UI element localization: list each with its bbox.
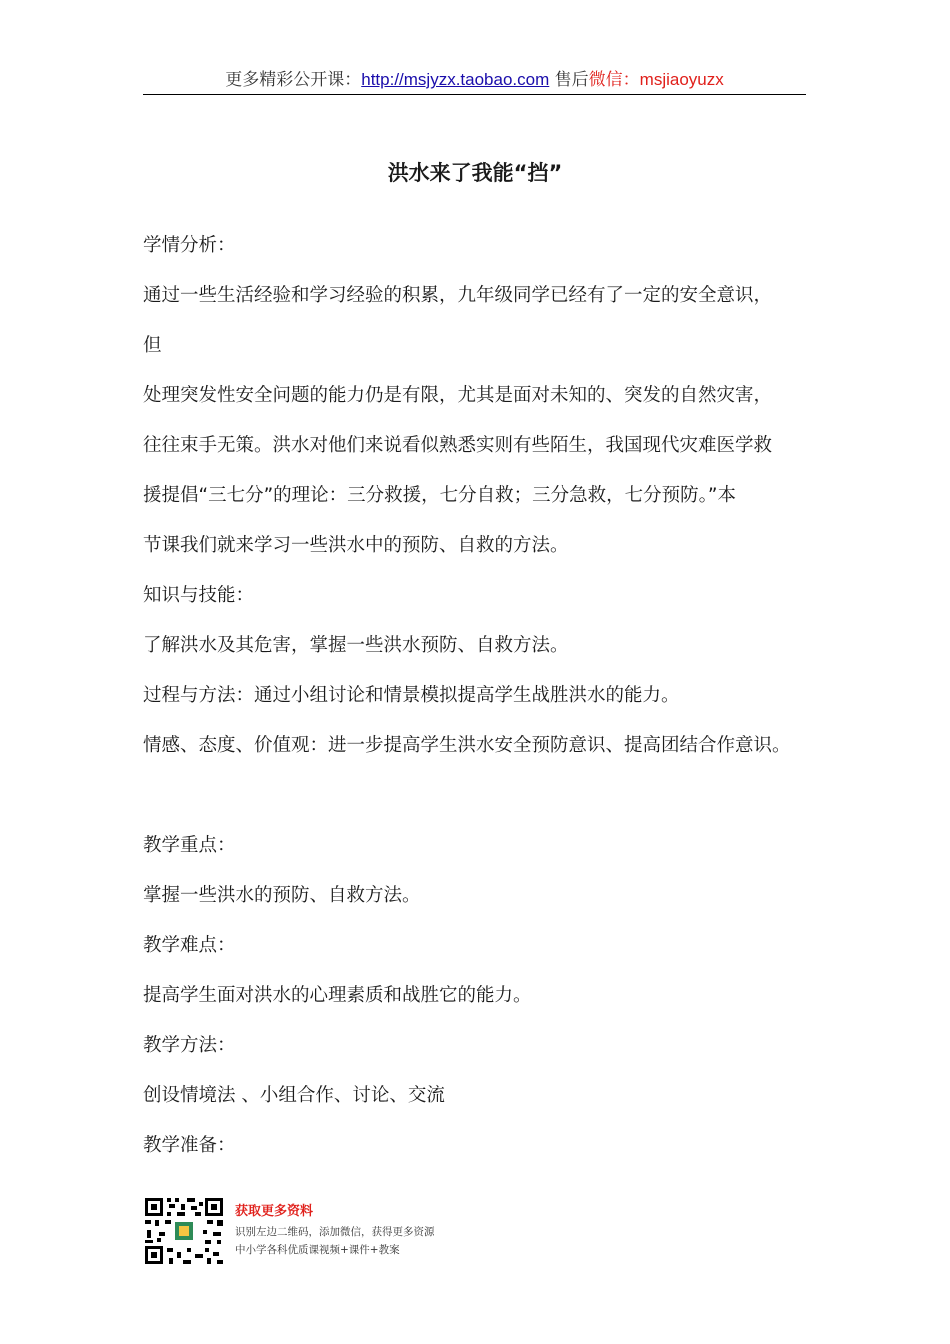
text-line: 过程与方法：通过小组讨论和情景模拟提高学生战胜洪水的能力。 bbox=[143, 685, 680, 706]
page-title: 洪水来了我能“挡” bbox=[387, 161, 563, 185]
header-link[interactable]: http://msjyzx.taobao.com bbox=[361, 70, 550, 89]
document-body bbox=[143, 228, 833, 1178]
text-line: 教学准备： bbox=[143, 1135, 236, 1156]
header-wechat-id: msjiaoyuzx bbox=[639, 70, 724, 89]
text-line: 教学重点： bbox=[143, 835, 236, 856]
text-line: 但 bbox=[143, 335, 162, 356]
text-line: 处理突发性安全问题的能力仍是有限，尤其是面对未知的、突发的自然灾害， bbox=[143, 385, 773, 406]
qr-code-icon[interactable] bbox=[143, 1196, 225, 1266]
text-line: 节课我们就来学习一些洪水中的预防、自救的方法。 bbox=[143, 535, 569, 556]
text-line: 知识与技能： bbox=[143, 585, 255, 606]
footer-title: 获取更多资料 bbox=[235, 1204, 314, 1219]
header-prefix: 更多精彩公开课： bbox=[225, 70, 362, 90]
text-line: 情感、态度、价值观：进一步提高学生洪水安全预防意识、提高团结合作意识。 bbox=[143, 735, 791, 756]
text-line: 通过一些生活经验和学习经验的积累，九年级同学已经有了一定的安全意识， bbox=[143, 285, 773, 306]
text-line: 教学难点： bbox=[143, 935, 236, 956]
footer-line-2: 中小学各科优质课视频+课件+教案 bbox=[235, 1244, 400, 1256]
footer-line-1: 识别左边二维码，添加微信，获得更多资源 bbox=[235, 1226, 435, 1238]
text-line: 往往束手无策。洪水对他们来说看似熟悉实则有些陌生，我国现代灾难医学救 bbox=[143, 435, 773, 456]
text-line: 创设情境法 、小组合作、讨论、交流 bbox=[143, 1085, 445, 1106]
text-line: 掌握一些洪水的预防、自救方法。 bbox=[143, 885, 421, 906]
text-line: 学情分析： bbox=[143, 235, 236, 256]
page-header bbox=[143, 66, 806, 95]
text-line: 提高学生面对洪水的心理素质和战胜它的能力。 bbox=[143, 985, 532, 1006]
paragraph-gap bbox=[143, 778, 833, 828]
text-line: 援提倡“三七分”的理论：三分救援，七分自救；三分急救，七分预防。”本 bbox=[143, 485, 737, 506]
text-line: 了解洪水及其危害，掌握一些洪水预防、自救方法。 bbox=[143, 635, 569, 656]
footer-promo bbox=[143, 1196, 483, 1266]
text-line: 教学方法： bbox=[143, 1035, 236, 1056]
header-wechat-label: 微信： bbox=[588, 70, 640, 90]
header-after: 售后 bbox=[549, 70, 589, 90]
